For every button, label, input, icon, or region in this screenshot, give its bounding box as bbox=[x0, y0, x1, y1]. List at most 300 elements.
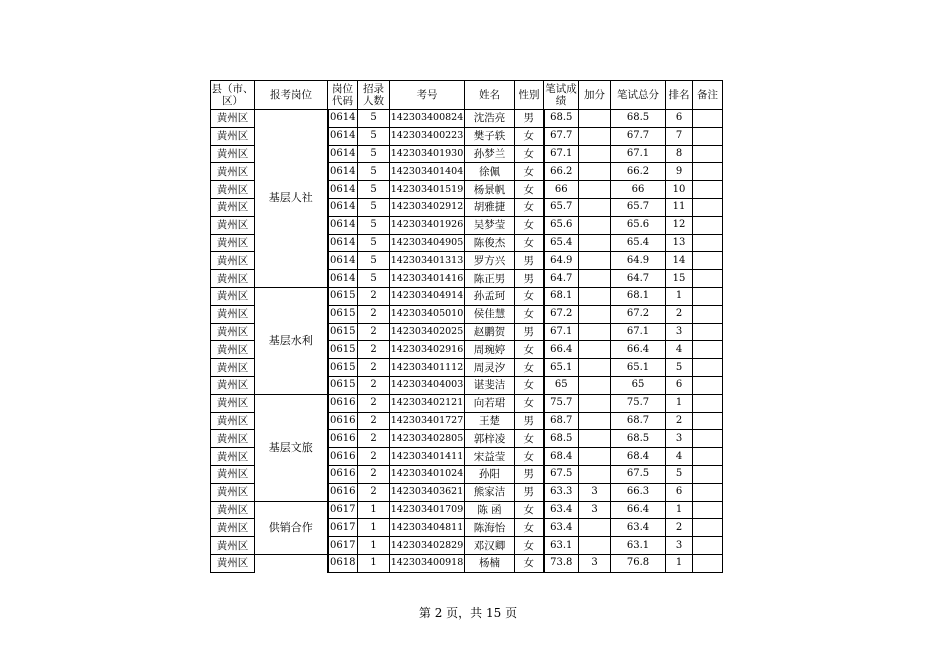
rank-cell: 15 bbox=[666, 270, 693, 288]
exam-no-cell: 142303401404 bbox=[390, 163, 465, 181]
header-gender: 性别 bbox=[515, 81, 544, 110]
post-code-cell: 0616 bbox=[328, 448, 358, 466]
recruit-cell: 5 bbox=[358, 127, 390, 145]
recruit-cell: 1 bbox=[358, 554, 390, 572]
total-score-cell: 64.7 bbox=[611, 270, 666, 288]
name-cell: 周灵汐 bbox=[465, 359, 515, 377]
header-post-code: 岗位代码 bbox=[328, 81, 358, 110]
header-bonus: 加分 bbox=[579, 81, 611, 110]
exam-no-cell: 142303401709 bbox=[390, 501, 465, 519]
remark-cell bbox=[693, 537, 723, 555]
district-cell: 黄州区 bbox=[211, 501, 255, 519]
written-score-cell: 65.1 bbox=[544, 359, 579, 377]
district-cell: 黄州区 bbox=[211, 252, 255, 270]
written-score-cell: 66.2 bbox=[544, 163, 579, 181]
bonus-cell bbox=[579, 110, 611, 128]
name-cell: 杨景帆 bbox=[465, 181, 515, 199]
gender-cell: 女 bbox=[515, 145, 544, 163]
total-score-cell: 66.4 bbox=[611, 341, 666, 359]
name-cell: 向若珺 bbox=[465, 394, 515, 412]
district-cell: 黄州区 bbox=[211, 519, 255, 537]
bonus-cell bbox=[579, 376, 611, 394]
written-score-cell: 67.1 bbox=[544, 323, 579, 341]
written-score-cell: 68.5 bbox=[544, 110, 579, 128]
total-score-cell: 66 bbox=[611, 181, 666, 199]
recruit-cell: 2 bbox=[358, 430, 390, 448]
total-score-cell: 65.6 bbox=[611, 216, 666, 234]
rank-cell: 1 bbox=[666, 501, 693, 519]
post-code-cell: 0617 bbox=[328, 519, 358, 537]
name-cell: 沈浩亮 bbox=[465, 110, 515, 128]
district-cell: 黄州区 bbox=[211, 359, 255, 377]
bonus-cell: 3 bbox=[579, 554, 611, 572]
rank-cell: 7 bbox=[666, 127, 693, 145]
recruit-cell: 2 bbox=[358, 341, 390, 359]
total-score-cell: 66.4 bbox=[611, 501, 666, 519]
gender-cell: 女 bbox=[515, 305, 544, 323]
bonus-cell bbox=[579, 341, 611, 359]
rank-cell: 8 bbox=[666, 145, 693, 163]
recruit-cell: 2 bbox=[358, 394, 390, 412]
bonus-cell bbox=[579, 163, 611, 181]
total-score-cell: 64.9 bbox=[611, 252, 666, 270]
rank-cell: 2 bbox=[666, 305, 693, 323]
remark-cell bbox=[693, 110, 723, 128]
bonus-cell bbox=[579, 412, 611, 430]
bonus-cell bbox=[579, 305, 611, 323]
post-cell: 基层文旅 bbox=[255, 394, 328, 501]
district-cell: 黄州区 bbox=[211, 163, 255, 181]
recruit-cell: 2 bbox=[358, 376, 390, 394]
recruit-cell: 5 bbox=[358, 163, 390, 181]
table-row bbox=[211, 554, 723, 572]
rank-cell: 6 bbox=[666, 110, 693, 128]
written-score-cell: 68.7 bbox=[544, 412, 579, 430]
post-code-cell: 0615 bbox=[328, 323, 358, 341]
bonus-cell bbox=[579, 465, 611, 483]
page-footer: 第 2 页，共 15 页 bbox=[418, 606, 518, 620]
gender-cell: 女 bbox=[515, 430, 544, 448]
gender-cell: 男 bbox=[515, 483, 544, 501]
gender-cell: 女 bbox=[515, 376, 544, 394]
post-code-cell: 0615 bbox=[328, 305, 358, 323]
written-score-cell: 65 bbox=[544, 376, 579, 394]
written-score-cell: 63.3 bbox=[544, 483, 579, 501]
total-score-cell: 68.5 bbox=[611, 430, 666, 448]
header-remark: 备注 bbox=[693, 81, 723, 110]
bonus-cell bbox=[579, 287, 611, 305]
written-score-cell: 67.1 bbox=[544, 145, 579, 163]
table-row bbox=[211, 394, 723, 412]
remark-cell bbox=[693, 323, 723, 341]
header-recruit: 招录人数 bbox=[358, 81, 390, 110]
district-cell: 黄州区 bbox=[211, 145, 255, 163]
total-score-cell: 68.4 bbox=[611, 448, 666, 466]
name-cell: 孙阳 bbox=[465, 465, 515, 483]
remark-cell bbox=[693, 287, 723, 305]
post-code-cell: 0614 bbox=[328, 234, 358, 252]
district-cell: 黄州区 bbox=[211, 537, 255, 555]
post-code-cell: 0618 bbox=[328, 554, 358, 572]
district-cell: 黄州区 bbox=[211, 287, 255, 305]
remark-cell bbox=[693, 394, 723, 412]
recruit-cell: 1 bbox=[358, 519, 390, 537]
written-score-cell: 63.1 bbox=[544, 537, 579, 555]
name-cell: 罗方兴 bbox=[465, 252, 515, 270]
rank-cell: 12 bbox=[666, 216, 693, 234]
gender-cell: 女 bbox=[515, 359, 544, 377]
written-score-cell: 63.4 bbox=[544, 519, 579, 537]
district-cell: 黄州区 bbox=[211, 554, 255, 572]
rank-cell: 6 bbox=[666, 483, 693, 501]
total-score-cell: 67.2 bbox=[611, 305, 666, 323]
exam-no-cell: 142303402805 bbox=[390, 430, 465, 448]
bonus-cell: 3 bbox=[579, 501, 611, 519]
gender-cell: 女 bbox=[515, 519, 544, 537]
remark-cell bbox=[693, 216, 723, 234]
rank-cell: 14 bbox=[666, 252, 693, 270]
gender-cell: 男 bbox=[515, 412, 544, 430]
name-cell: 杨楠 bbox=[465, 554, 515, 572]
name-cell: 王楚 bbox=[465, 412, 515, 430]
gender-cell: 女 bbox=[515, 163, 544, 181]
post-code-cell: 0614 bbox=[328, 110, 358, 128]
header-name: 姓名 bbox=[465, 81, 515, 110]
gender-cell: 男 bbox=[515, 323, 544, 341]
remark-cell bbox=[693, 430, 723, 448]
gender-cell: 男 bbox=[515, 270, 544, 288]
name-cell: 陈俊杰 bbox=[465, 234, 515, 252]
exam-no-cell: 142303401411 bbox=[390, 448, 465, 466]
district-cell: 黄州区 bbox=[211, 448, 255, 466]
remark-cell bbox=[693, 341, 723, 359]
exam-no-cell: 142303401930 bbox=[390, 145, 465, 163]
post-code-cell: 0616 bbox=[328, 483, 358, 501]
post-code-cell: 0616 bbox=[328, 394, 358, 412]
rank-cell: 10 bbox=[666, 181, 693, 199]
exam-no-cell: 142303404003 bbox=[390, 376, 465, 394]
post-code-cell: 0616 bbox=[328, 465, 358, 483]
rank-cell: 9 bbox=[666, 163, 693, 181]
recruit-cell: 2 bbox=[358, 465, 390, 483]
written-score-cell: 68.1 bbox=[544, 287, 579, 305]
rank-cell: 6 bbox=[666, 376, 693, 394]
total-score-cell: 67.5 bbox=[611, 465, 666, 483]
rank-cell: 4 bbox=[666, 448, 693, 466]
exam-no-cell: 142303402121 bbox=[390, 394, 465, 412]
rank-cell: 1 bbox=[666, 287, 693, 305]
remark-cell bbox=[693, 412, 723, 430]
recruit-cell: 2 bbox=[358, 287, 390, 305]
gender-cell: 女 bbox=[515, 198, 544, 216]
recruit-cell: 2 bbox=[358, 323, 390, 341]
total-score-cell: 66.3 bbox=[611, 483, 666, 501]
post-code-cell: 0614 bbox=[328, 181, 358, 199]
exam-no-cell: 142303401926 bbox=[390, 216, 465, 234]
post-code-cell: 0615 bbox=[328, 341, 358, 359]
bonus-cell bbox=[579, 216, 611, 234]
rank-cell: 11 bbox=[666, 198, 693, 216]
gender-cell: 女 bbox=[515, 448, 544, 466]
total-score-cell: 65 bbox=[611, 376, 666, 394]
recruit-cell: 5 bbox=[358, 181, 390, 199]
recruit-cell: 1 bbox=[358, 501, 390, 519]
bonus-cell bbox=[579, 234, 611, 252]
remark-cell bbox=[693, 483, 723, 501]
bonus-cell bbox=[579, 270, 611, 288]
exam-no-cell: 142303402829 bbox=[390, 537, 465, 555]
total-score-cell: 67.7 bbox=[611, 127, 666, 145]
rank-cell: 2 bbox=[666, 519, 693, 537]
name-cell: 郭梓凌 bbox=[465, 430, 515, 448]
header-exam-no: 考号 bbox=[390, 81, 465, 110]
remark-cell bbox=[693, 448, 723, 466]
rank-cell: 1 bbox=[666, 554, 693, 572]
recruit-cell: 5 bbox=[358, 110, 390, 128]
district-cell: 黄州区 bbox=[211, 216, 255, 234]
exam-no-cell: 142303400824 bbox=[390, 110, 465, 128]
total-score-cell: 65.1 bbox=[611, 359, 666, 377]
gender-cell: 女 bbox=[515, 554, 544, 572]
district-cell: 黄州区 bbox=[211, 323, 255, 341]
name-cell: 陈海怡 bbox=[465, 519, 515, 537]
name-cell: 熊家洁 bbox=[465, 483, 515, 501]
total-score-cell: 76.8 bbox=[611, 554, 666, 572]
rank-cell: 3 bbox=[666, 323, 693, 341]
bonus-cell bbox=[579, 181, 611, 199]
remark-cell bbox=[693, 519, 723, 537]
rank-cell: 3 bbox=[666, 537, 693, 555]
district-cell: 黄州区 bbox=[211, 181, 255, 199]
remark-cell bbox=[693, 554, 723, 572]
gender-cell: 女 bbox=[515, 287, 544, 305]
rank-cell: 4 bbox=[666, 341, 693, 359]
bonus-cell bbox=[579, 127, 611, 145]
district-cell: 黄州区 bbox=[211, 127, 255, 145]
bonus-cell bbox=[579, 537, 611, 555]
gender-cell: 女 bbox=[515, 501, 544, 519]
bonus-cell bbox=[579, 145, 611, 163]
post-cell bbox=[255, 554, 328, 572]
total-score-cell: 66.2 bbox=[611, 163, 666, 181]
bonus-cell bbox=[579, 252, 611, 270]
table-row bbox=[211, 110, 723, 128]
post-cell: 基层人社 bbox=[255, 110, 328, 288]
exam-no-cell: 142303402912 bbox=[390, 198, 465, 216]
gender-cell: 女 bbox=[515, 537, 544, 555]
post-code-cell: 0617 bbox=[328, 501, 358, 519]
name-cell: 吴梦莹 bbox=[465, 216, 515, 234]
header-rank: 排名 bbox=[666, 81, 693, 110]
exam-no-cell: 142303401727 bbox=[390, 412, 465, 430]
written-score-cell: 65.7 bbox=[544, 198, 579, 216]
exam-no-cell: 142303401313 bbox=[390, 252, 465, 270]
written-score-cell: 75.7 bbox=[544, 394, 579, 412]
recruit-cell: 5 bbox=[358, 216, 390, 234]
exam-no-cell: 142303402916 bbox=[390, 341, 465, 359]
name-cell: 孙孟珂 bbox=[465, 287, 515, 305]
recruit-cell: 1 bbox=[358, 537, 390, 555]
written-score-cell: 64.7 bbox=[544, 270, 579, 288]
remark-cell bbox=[693, 252, 723, 270]
district-cell: 黄州区 bbox=[211, 198, 255, 216]
total-score-cell: 63.4 bbox=[611, 519, 666, 537]
recruit-cell: 2 bbox=[358, 412, 390, 430]
post-code-cell: 0614 bbox=[328, 270, 358, 288]
recruit-cell: 2 bbox=[358, 305, 390, 323]
district-cell: 黄州区 bbox=[211, 305, 255, 323]
post-code-cell: 0614 bbox=[328, 216, 358, 234]
name-cell: 孙梦兰 bbox=[465, 145, 515, 163]
bonus-cell: 3 bbox=[579, 483, 611, 501]
district-cell: 黄州区 bbox=[211, 341, 255, 359]
exam-no-cell: 142303404811 bbox=[390, 519, 465, 537]
written-score-cell: 68.4 bbox=[544, 448, 579, 466]
remark-cell bbox=[693, 465, 723, 483]
exam-no-cell: 142303401519 bbox=[390, 181, 465, 199]
bonus-cell bbox=[579, 394, 611, 412]
bonus-cell bbox=[579, 519, 611, 537]
gender-cell: 男 bbox=[515, 252, 544, 270]
gender-cell: 女 bbox=[515, 341, 544, 359]
exam-no-cell: 142303402025 bbox=[390, 323, 465, 341]
exam-no-cell: 142303401112 bbox=[390, 359, 465, 377]
rank-cell: 5 bbox=[666, 359, 693, 377]
remark-cell bbox=[693, 305, 723, 323]
written-score-cell: 73.8 bbox=[544, 554, 579, 572]
name-cell: 陈正男 bbox=[465, 270, 515, 288]
name-cell: 胡雅捷 bbox=[465, 198, 515, 216]
table-body bbox=[211, 110, 723, 573]
post-code-cell: 0615 bbox=[328, 376, 358, 394]
district-cell: 黄州区 bbox=[211, 234, 255, 252]
gender-cell: 女 bbox=[515, 216, 544, 234]
gender-cell: 女 bbox=[515, 234, 544, 252]
written-score-cell: 64.9 bbox=[544, 252, 579, 270]
rank-cell: 13 bbox=[666, 234, 693, 252]
remark-cell bbox=[693, 145, 723, 163]
post-code-cell: 0615 bbox=[328, 287, 358, 305]
written-score-cell: 63.4 bbox=[544, 501, 579, 519]
recruit-cell: 5 bbox=[358, 252, 390, 270]
header-post: 报考岗位 bbox=[255, 81, 328, 110]
name-cell: 陈 函 bbox=[465, 501, 515, 519]
bonus-cell bbox=[579, 430, 611, 448]
district-cell: 黄州区 bbox=[211, 483, 255, 501]
recruit-cell: 5 bbox=[358, 145, 390, 163]
total-score-cell: 65.4 bbox=[611, 234, 666, 252]
post-code-cell: 0614 bbox=[328, 198, 358, 216]
exam-no-cell: 142303404905 bbox=[390, 234, 465, 252]
total-score-cell: 68.5 bbox=[611, 110, 666, 128]
name-cell: 邓汉卿 bbox=[465, 537, 515, 555]
exam-no-cell: 142303400223 bbox=[390, 127, 465, 145]
total-score-cell: 67.1 bbox=[611, 323, 666, 341]
name-cell: 侯佳慧 bbox=[465, 305, 515, 323]
district-cell: 黄州区 bbox=[211, 376, 255, 394]
total-score-cell: 65.7 bbox=[611, 198, 666, 216]
district-cell: 黄州区 bbox=[211, 270, 255, 288]
recruit-cell: 2 bbox=[358, 359, 390, 377]
bonus-cell bbox=[579, 359, 611, 377]
header-written: 笔试成绩 bbox=[544, 81, 579, 110]
exam-no-cell: 142303401416 bbox=[390, 270, 465, 288]
district-cell: 黄州区 bbox=[211, 394, 255, 412]
exam-no-cell: 142303400918 bbox=[390, 554, 465, 572]
name-cell: 徐佩 bbox=[465, 163, 515, 181]
exam-no-cell: 142303401024 bbox=[390, 465, 465, 483]
name-cell: 谌斐洁 bbox=[465, 376, 515, 394]
gender-cell: 女 bbox=[515, 127, 544, 145]
remark-cell bbox=[693, 163, 723, 181]
post-code-cell: 0616 bbox=[328, 430, 358, 448]
remark-cell bbox=[693, 234, 723, 252]
recruit-cell: 2 bbox=[358, 483, 390, 501]
rank-cell: 1 bbox=[666, 394, 693, 412]
header-district: 县（市、区） bbox=[211, 81, 255, 110]
total-score-cell: 75.7 bbox=[611, 394, 666, 412]
total-score-cell: 67.1 bbox=[611, 145, 666, 163]
written-score-cell: 66.4 bbox=[544, 341, 579, 359]
post-code-cell: 0614 bbox=[328, 127, 358, 145]
remark-cell bbox=[693, 376, 723, 394]
district-cell: 黄州区 bbox=[211, 430, 255, 448]
bonus-cell bbox=[579, 448, 611, 466]
written-score-cell: 67.2 bbox=[544, 305, 579, 323]
post-code-cell: 0614 bbox=[328, 163, 358, 181]
score-table bbox=[210, 80, 723, 573]
post-code-cell: 0616 bbox=[328, 412, 358, 430]
remark-cell bbox=[693, 181, 723, 199]
remark-cell bbox=[693, 127, 723, 145]
gender-cell: 男 bbox=[515, 465, 544, 483]
post-code-cell: 0614 bbox=[328, 145, 358, 163]
gender-cell: 女 bbox=[515, 394, 544, 412]
post-cell: 供销合作 bbox=[255, 501, 328, 554]
district-cell: 黄州区 bbox=[211, 110, 255, 128]
gender-cell: 男 bbox=[515, 110, 544, 128]
district-cell: 黄州区 bbox=[211, 465, 255, 483]
name-cell: 赵鹏贺 bbox=[465, 323, 515, 341]
total-score-cell: 63.1 bbox=[611, 537, 666, 555]
bonus-cell bbox=[579, 198, 611, 216]
recruit-cell: 5 bbox=[358, 198, 390, 216]
exam-no-cell: 142303405010 bbox=[390, 305, 465, 323]
rank-cell: 2 bbox=[666, 412, 693, 430]
name-cell: 樊子轶 bbox=[465, 127, 515, 145]
remark-cell bbox=[693, 270, 723, 288]
bonus-cell bbox=[579, 323, 611, 341]
gender-cell: 女 bbox=[515, 181, 544, 199]
remark-cell bbox=[693, 501, 723, 519]
district-cell: 黄州区 bbox=[211, 412, 255, 430]
recruit-cell: 2 bbox=[358, 448, 390, 466]
post-code-cell: 0615 bbox=[328, 359, 358, 377]
post-code-cell: 0614 bbox=[328, 252, 358, 270]
table-row bbox=[211, 287, 723, 305]
exam-no-cell: 142303404914 bbox=[390, 287, 465, 305]
rank-cell: 5 bbox=[666, 465, 693, 483]
name-cell: 宋益莹 bbox=[465, 448, 515, 466]
header-total: 笔试总分 bbox=[611, 81, 666, 110]
table-row bbox=[211, 501, 723, 519]
written-score-cell: 66 bbox=[544, 181, 579, 199]
total-score-cell: 68.1 bbox=[611, 287, 666, 305]
remark-cell bbox=[693, 198, 723, 216]
written-score-cell: 68.5 bbox=[544, 430, 579, 448]
remark-cell bbox=[693, 359, 723, 377]
written-score-cell: 65.4 bbox=[544, 234, 579, 252]
